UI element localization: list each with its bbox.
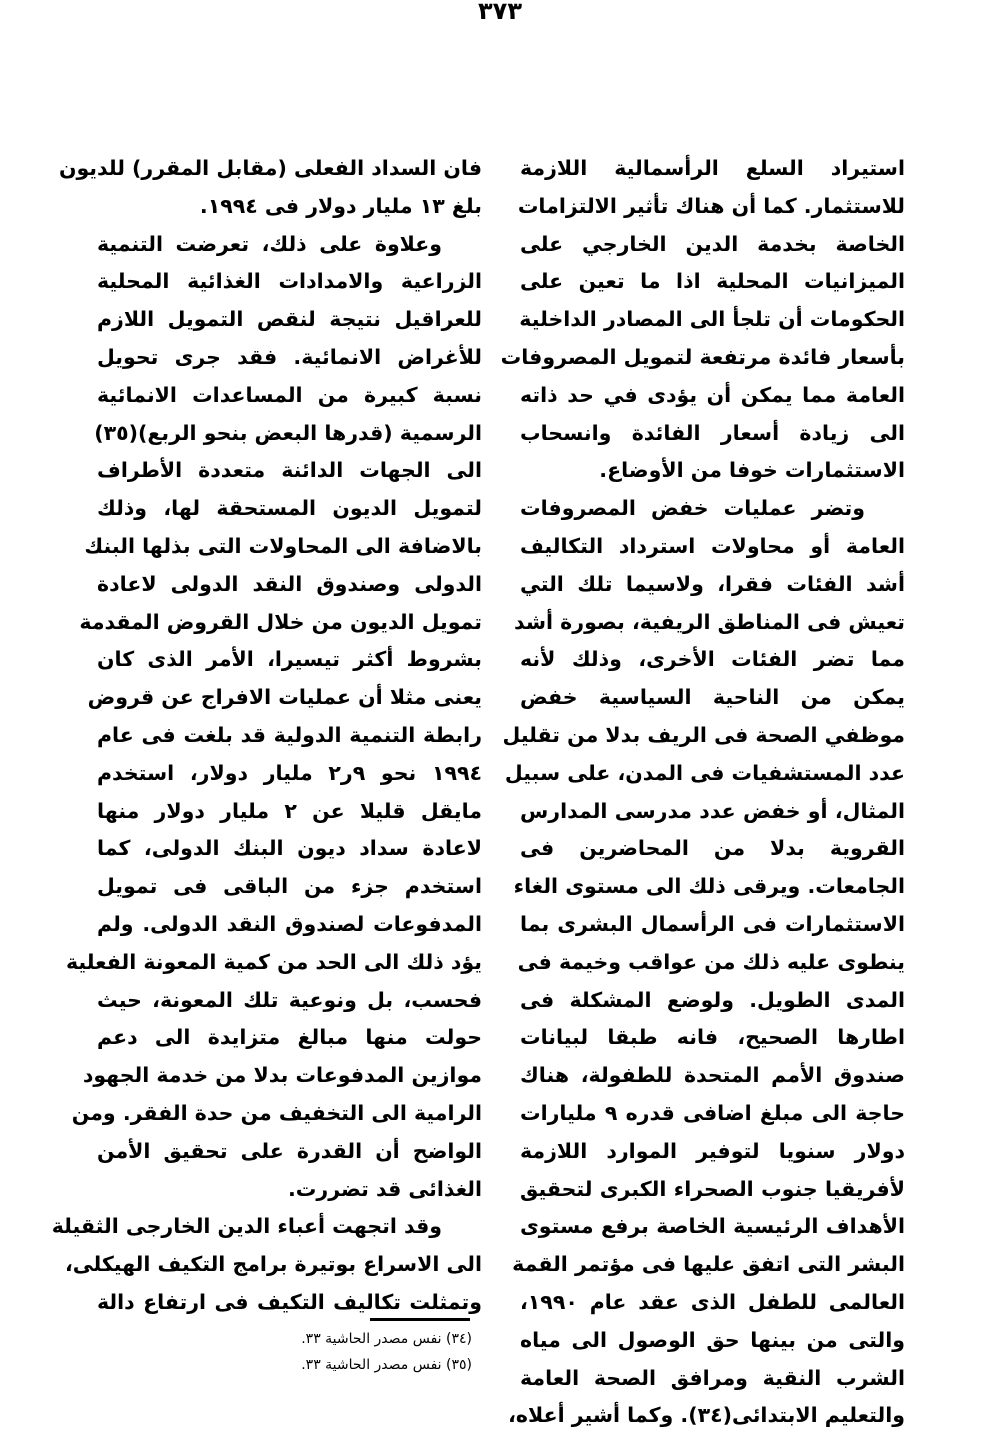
text-line: أشد الفئات فقرا، ولاسيما تلك التي	[520, 571, 905, 596]
text-line: لأفريقيا جنوب الصحراء الكبرى لتحقيق	[520, 1176, 905, 1201]
text-line: عدد المستشفيات فى المدن، على سبيل	[504, 760, 905, 785]
text-line: وتضر عمليات خفض المصروفات	[520, 496, 865, 521]
text-line: الاستثمارات فى الرأسمال البشرى بما	[520, 911, 905, 936]
footnote-divider	[370, 1318, 470, 1321]
text-line: للعراقيل نتيجة لنقص التمويل اللازم	[97, 307, 482, 332]
text-line: وتمثلت تكاليف التكيف فى ارتفاع دالة	[97, 1289, 482, 1314]
text-line: تمويل الديون من خلال القروض المقدمة	[79, 609, 482, 634]
text-line: القروية بدلا من المحاضرين فى	[520, 836, 905, 861]
footnotes	[200, 1326, 472, 1378]
page-number: ٣٧٣	[478, 0, 522, 25]
text-line: بالاضافة الى المحاولات التى بذلها البنك	[84, 533, 482, 558]
text-line: الخاصة بخدمة الدين الخارجي على	[520, 231, 905, 256]
right-column	[500, 150, 905, 1435]
text-line: يعنى مثلا أن عمليات الافراج عن قروض	[87, 685, 482, 710]
text-line: البشر التى اتفق عليها فى مؤتمر القمة	[512, 1252, 905, 1277]
text-line: لتمويل الديون المستحقة لها، وذلك	[97, 496, 482, 521]
text-line: الرامية الى التخفيف من حدة الفقر. ومن	[71, 1100, 482, 1125]
text-line: دولار سنويا لتوفير الموارد اللازمة	[520, 1138, 905, 1163]
text-line: الزراعية والامدادات الغذائية المحلية	[97, 269, 482, 294]
text-line: والتى من بينها حق الوصول الى مياه	[520, 1327, 905, 1352]
text-line: العالمى للطفل الذى عقد عام ١٩٩٠،	[520, 1289, 905, 1314]
text-line: فحسب، بل ونوعية تلك المعونة، حيث	[97, 987, 482, 1012]
text-line: الجامعات. ويرقى ذلك الى مستوى الغاء	[513, 874, 905, 899]
text-line: موازين المدفوعات بدلا من خدمة الجهود	[82, 1063, 482, 1088]
text-line: مايقل قليلا عن ٢ مليار دولار منها	[97, 798, 482, 823]
text-line: يؤد ذلك الى الحد من كمية المعونة الفعلية	[66, 949, 482, 974]
footnote-34: (٣٤) نفس مصدر الحاشية ٣٣.	[301, 1331, 472, 1347]
text-line: وقد اتجهت أعباء الدين الخارجى الثقيلة	[51, 1214, 442, 1239]
text-line: استيراد السلع الرأسمالية اللازمة	[520, 156, 905, 180]
text-line: المدفوعات لصندوق النقد الدولى. ولم	[97, 911, 482, 936]
text-line: للاستثمار. كما أن هناك تأثير الالتزامات	[517, 193, 905, 218]
text-line: الدولى وصندوق النقد الدولى لاعادة	[97, 571, 482, 596]
text-line: صندوق الأمم المتحدة للطفولة، هناك	[520, 1063, 905, 1088]
text-line: الرسمية (قدرها البعض بنحو الربع)(٣٥)	[94, 420, 482, 445]
text-line: المثال، أو خفض عدد مدرسى المدارس	[520, 798, 905, 823]
text-line: المدى الطويل. ولوضع المشكلة فى	[520, 987, 905, 1012]
text-line: ينطوى عليه ذلك من عواقب وخيمة فى	[517, 949, 905, 974]
text-line: نسبة كبيرة من المساعدات الانمائية	[97, 382, 482, 407]
text-line: وعلاوة على ذلك، تعرضت التنمية	[97, 231, 442, 256]
text-line: الشرب النقية ومرافق الصحة العامة	[520, 1365, 905, 1390]
text-line: حولت منها مبالغ متزايدة الى دعم	[97, 1025, 482, 1050]
text-line: اطارها الصحيح، فانه طبقا لبيانات	[520, 1025, 905, 1050]
text-line: ١٩٩٤ نحو ٩ر٢ مليار دولار، استخدم	[97, 760, 482, 785]
text-line: والتعليم الابتدائى(٣٤). وكما أشير أعلاه،	[508, 1403, 905, 1428]
footnote-35: (٣٥) نفس مصدر الحاشية ٣٣.	[301, 1357, 472, 1373]
text-line: الى الاسراع بوتيرة برامج التكيف الهيكلى،	[64, 1252, 482, 1277]
text-line: فان السداد الفعلى (مقابل المقرر) للديون	[58, 156, 482, 180]
left-column	[51, 150, 482, 1322]
text-line: الغذائى قد تضررت.	[288, 1176, 482, 1201]
text-line: الحكومات أن تلجأ الى المصادر الداخلية	[519, 307, 905, 332]
text-line: مما تضر الفئات الأخرى، وذلك لأنه	[520, 647, 905, 672]
text-line: للأغراض الانمائية. فقد جرى تحويل	[97, 344, 482, 369]
text-line: موظفي الصحة فى الريف بدلا من تقليل	[502, 722, 905, 747]
text-line: لاعادة سداد ديون البنك الدولى، كما	[97, 836, 482, 861]
text-line: استخدم جزء من الباقى فى تمويل	[97, 874, 482, 899]
text-line: الواضح أن القدرة على تحقيق الأمن	[97, 1138, 482, 1163]
text-line: رابطة التنمية الدولية قد بلغت فى عام	[97, 722, 482, 747]
text-line: الى الجهات الدائنة متعددة الأطراف	[97, 458, 482, 483]
text-line: العامة مما يمكن أن يؤدى في حد ذاته	[520, 382, 905, 407]
text-line: يمكن من الناحية السياسية خفض	[520, 685, 905, 710]
text-line: بلغ ١٣ مليار دولار فى ١٩٩٤.	[199, 193, 482, 218]
text-line: بشروط أكثر تيسيرا، الأمر الذى كان	[97, 647, 482, 672]
text-line: الاستثمارات خوفا من الأوضاع.	[599, 458, 905, 483]
text-line: الميزانيات المحلية اذا ما تعين على	[520, 269, 905, 294]
text-line: تعيش فى المناطق الريفية، بصورة أشد	[514, 609, 905, 634]
text-line: بأسعار فائدة مرتفعة لتمويل المصروفات	[500, 344, 905, 369]
text-line: الأهداف الرئيسية الخاصة برفع مستوى	[520, 1214, 905, 1239]
text-line: العامة أو محاولات استرداد التكاليف	[520, 533, 905, 558]
text-line: الى زيادة أسعار الفائدة وانسحاب	[520, 420, 905, 445]
text-line: حاجة الى مبلغ اضافى قدره ٩ مليارات	[520, 1100, 905, 1125]
